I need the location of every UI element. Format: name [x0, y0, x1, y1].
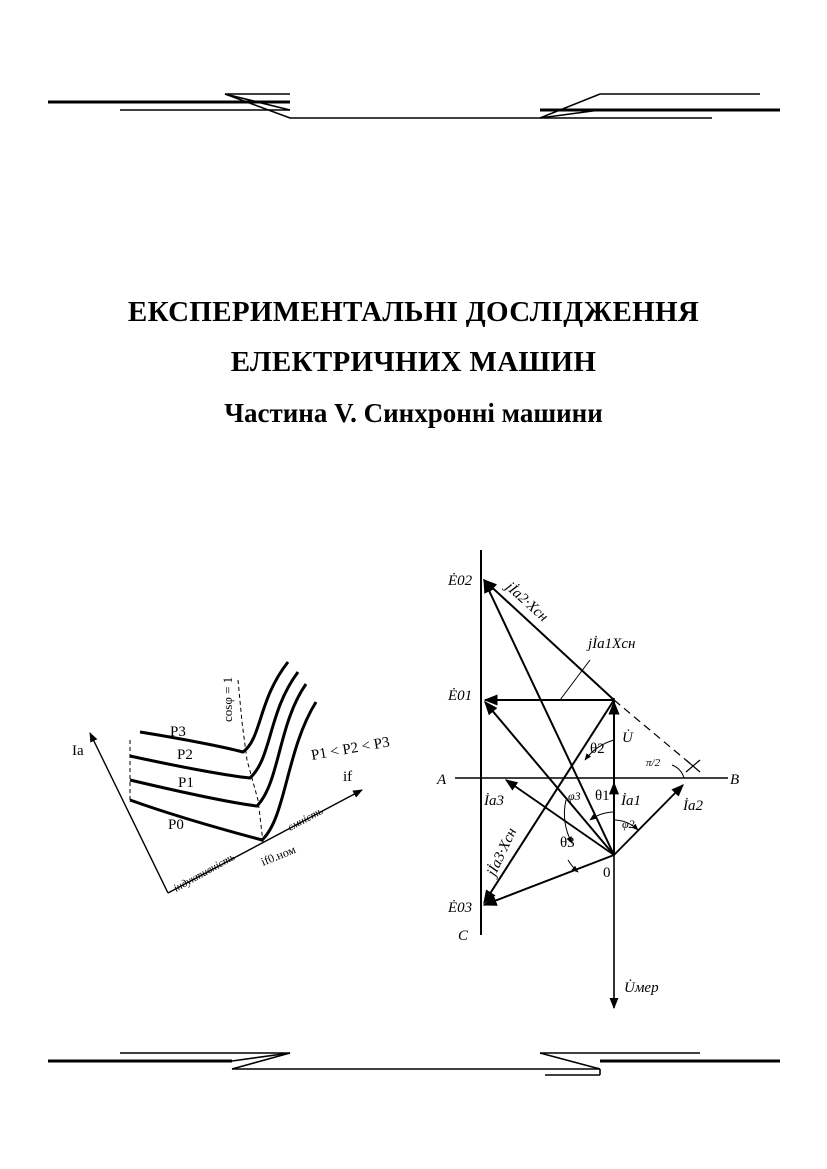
label-a: A: [437, 772, 447, 788]
cos-phi-label: cosφ = 1: [220, 676, 235, 722]
curve-label-p1: P1: [178, 775, 194, 791]
document-title-line-1: ЕКСПЕРИМЕНТАЛЬНІ ДОСЛІДЖЕННЯ: [127, 296, 700, 328]
label-phi2: φ2: [622, 817, 635, 831]
label-u: U̇: [622, 730, 633, 746]
document-subtitle: Частина V. Синхронні машини: [224, 398, 603, 428]
curve-p3: [140, 662, 288, 752]
label-jia1xsn: jİa1Xсн: [588, 636, 636, 652]
label-origin: 0: [603, 865, 611, 881]
bottom-decorative-band: [0, 1045, 827, 1085]
cover-figures: [0, 540, 827, 1020]
label-b: B: [730, 772, 740, 788]
label-theta3: θ3: [560, 835, 575, 851]
label-u-mer: U̇мер: [624, 980, 659, 996]
curve-label-p0: P0: [168, 817, 184, 833]
curve-label-p2: P2: [177, 747, 193, 763]
label-phi3: φ3: [568, 789, 581, 803]
label-e01: Ė01: [448, 688, 473, 704]
label-jia3xsn: jİa3·Xсн: [484, 825, 521, 879]
x-axis-label: if: [343, 769, 353, 785]
inductive-region-label: індуктивність: [171, 850, 238, 895]
label-e02: Ė02: [448, 573, 473, 589]
unity-power-factor-locus: [238, 680, 263, 842]
phasor-diagram-figure: [436, 550, 739, 1008]
top-decorative-band: [0, 88, 827, 128]
label-ia1: İa1: [621, 793, 641, 809]
power-inequality-label: P1 < P2 < P3: [309, 734, 391, 764]
capacitive-region-label: ємність: [285, 805, 326, 834]
curve-label-p3: P3: [170, 724, 186, 740]
v-curves-figure: [72, 662, 391, 895]
label-theta2: θ2: [590, 741, 605, 757]
label-ia3: İa3: [484, 793, 504, 809]
label-c: C: [458, 928, 469, 944]
label-jia2xsn: jİa2·Xсн: [502, 579, 552, 626]
label-e03: Ė03: [448, 900, 473, 916]
label-pi-over-2: π/2: [646, 757, 661, 769]
y-axis-label: Ia: [72, 743, 84, 759]
nominal-excitation-label: if0.ном: [258, 842, 298, 869]
label-ia2: İa2: [683, 798, 703, 814]
document-title-line-2: ЕЛЕКТРИЧНИХ МАШИН: [230, 346, 597, 378]
v-curves-y-axis: [90, 733, 168, 893]
label-theta1: θ1: [595, 788, 610, 804]
